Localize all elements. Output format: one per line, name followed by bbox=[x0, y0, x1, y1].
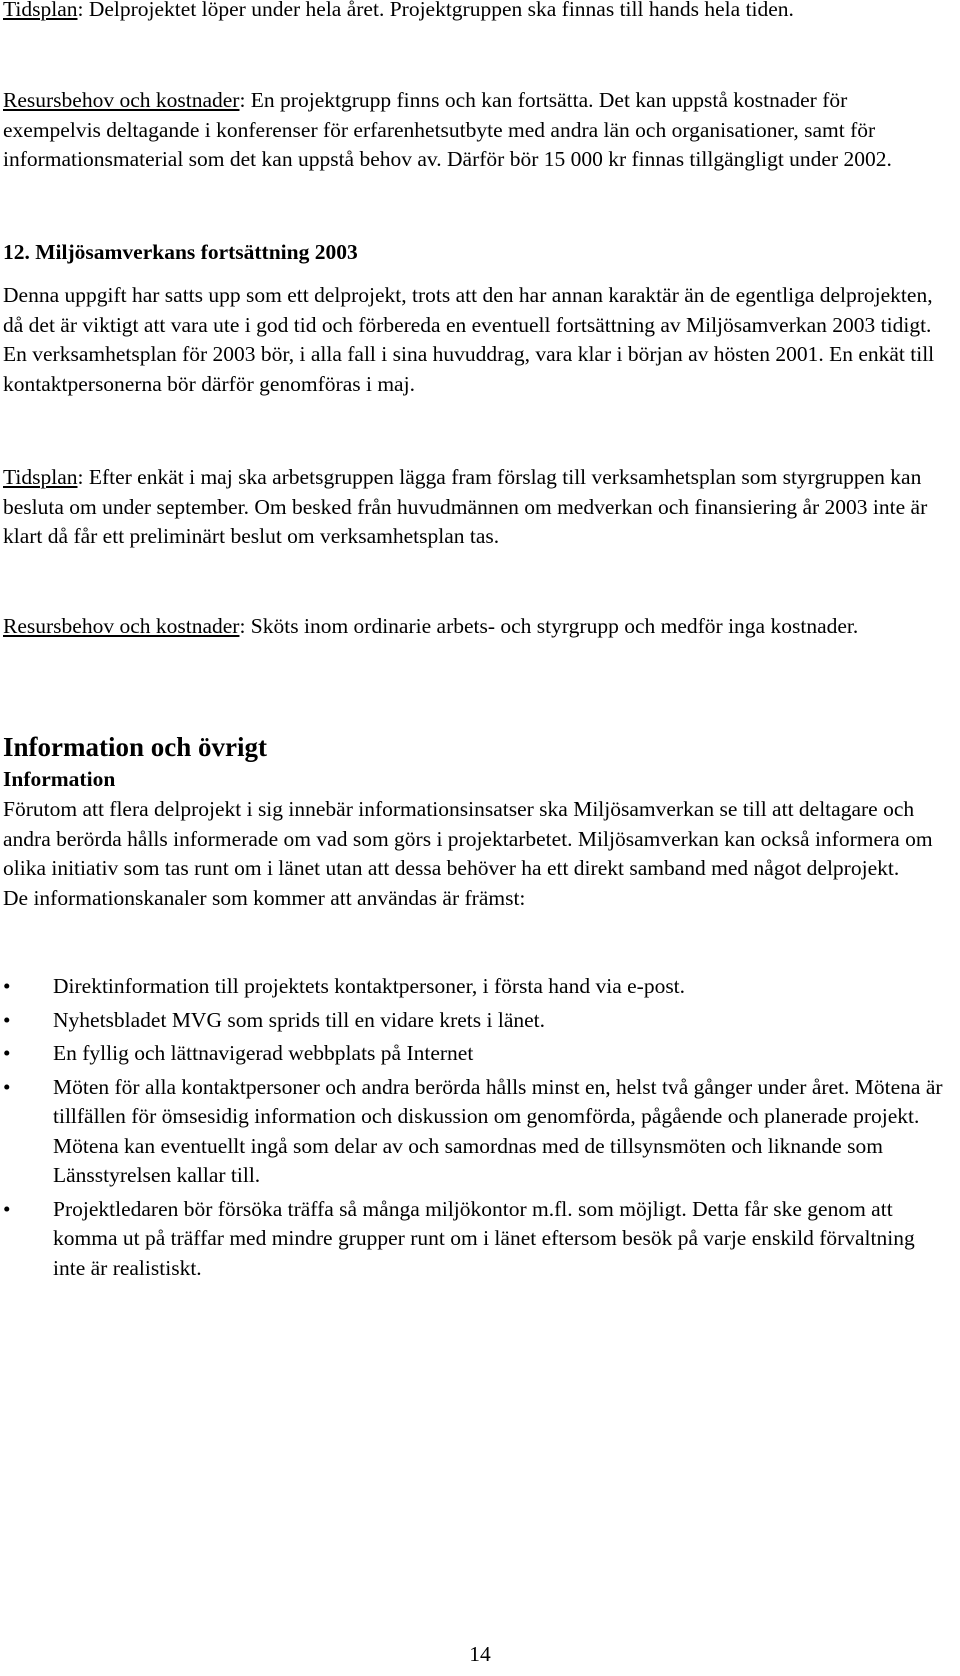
section-12-heading: 12. Miljösamverkans fortsättning 2003 bbox=[3, 240, 358, 264]
page-number: 14 bbox=[469, 1642, 491, 1666]
resurs-label: Resursbehov och kostnader bbox=[3, 614, 240, 638]
section-12-tidsplan-paragraph bbox=[3, 463, 948, 552]
info-subheading: Information bbox=[3, 767, 116, 791]
resurs-label: Resursbehov och kostnader bbox=[3, 88, 240, 112]
info-heading-block bbox=[3, 730, 267, 764]
info-body: Förutom att flera delprojekt i sig innebär informationsinsatser ska Miljösamverkan se till att deltagare och andra berörda hålls informerade om vad som görs i projektarbetet. Miljösamverkan kan också informera om olika initiativ som tas runt om i länet utan att dessa behöver ha ett direkt samband med något delprojekt. bbox=[3, 797, 933, 880]
section-12-resurs-block bbox=[3, 612, 948, 642]
list-item-text: En fyllig och lättnavigerad webbplats på Internet bbox=[53, 1041, 474, 1065]
list-item bbox=[3, 1039, 948, 1069]
section-12-resurs-paragraph bbox=[3, 612, 948, 642]
section-12-body: Denna uppgift har satts upp som ett delprojekt, trots att den har annan karaktär än de egentliga delprojekten, då det är viktigt att vara ute i god tid och förbereda en eventuell fortsättning av Miljösamverkan 2003 tidigt. En verksamhetsplan för 2003 bör, i alla fall i sina huvuddrag, vara klar i början av hösten 2001. En enkät till kontaktpersonerna bör därför genomföras i maj. bbox=[3, 283, 935, 396]
channels-intro: De informationskanaler som kommer att användas är främst: bbox=[3, 885, 526, 910]
list-item-text: Möten för alla kontaktpersoner och andra berörda hålls minst en, helst två gånger under året. Mötena är tillfällen för ömsesidig information och diskussion om genomförda, pågående och planerade projekt. Mötena kan eventuellt ingå som delar av och samordnas med de tillsynsmöten och liknande som Länsstyrelsen kallar till. bbox=[53, 1074, 943, 1187]
resurs-text: : Sköts inom ordinarie arbets- och styrgrupp och medför inga kostnader. bbox=[239, 614, 859, 638]
list-item bbox=[3, 1006, 948, 1036]
info-body-block bbox=[3, 795, 948, 913]
tidsplan-label: Tidsplan bbox=[3, 465, 78, 489]
bullet-icon: • bbox=[3, 1007, 11, 1032]
tidsplan-text: : Efter enkät i maj ska arbetsgruppen lägga fram förslag till verksamhetsplan som styrgruppen kan besluta om under september. Om besked från huvudmännen om medverkan och finansiering år 2003 inte är klart då får ett preliminärt beslut om verksamhetsplan tas. bbox=[3, 465, 928, 548]
top-resurs-paragraph bbox=[3, 86, 948, 175]
bullet-icon: • bbox=[3, 1041, 11, 1065]
info-channel-list bbox=[3, 972, 948, 1283]
info-subheading-block bbox=[3, 765, 115, 793]
list-item bbox=[3, 972, 948, 1002]
top-tidsplan-block bbox=[3, 0, 948, 25]
resurs-text: : En projektgrupp finns och kan fortsätta. Det kan uppstå kostnader för exempelvis deltagande i konferenser för erfarenhetsutbyte med andra län och organisationer, samt för informationsmaterial som det kan uppstå behov av. Därför bör 15 000 kr finnas tillgängligt under 2002. bbox=[3, 88, 892, 171]
section-12-heading-block bbox=[3, 238, 358, 268]
bullet-icon: • bbox=[3, 1074, 11, 1099]
bullet-icon: • bbox=[3, 1196, 11, 1221]
section-12-body-block bbox=[3, 281, 948, 399]
list-item-text: Direktinformation till projektets kontaktpersoner, i första hand via e-post. bbox=[53, 974, 686, 998]
info-bullets-block bbox=[3, 972, 948, 1287]
list-item bbox=[3, 1073, 948, 1191]
top-resurs-block bbox=[3, 86, 948, 175]
info-heading: Information och övrigt bbox=[3, 732, 267, 762]
list-item-text: Nyhetsbladet MVG som sprids till en vidare krets i länet. bbox=[53, 1007, 546, 1032]
section-12-tidsplan-block bbox=[3, 463, 948, 552]
tidsplan-text: : Delprojektet löper under hela året. Projektgruppen ska finnas till hands hela tiden. bbox=[77, 0, 794, 21]
bullet-icon: • bbox=[3, 974, 11, 998]
list-item-text: Projektledaren bör försöka träffa så många miljökontor m.fl. som möjligt. Detta får ske genom att komma ut på träffar med mindre grupper runt om i länet eftersom besök på varje enskild förvaltning inte är realistiskt. bbox=[53, 1196, 915, 1280]
list-item bbox=[3, 1195, 948, 1284]
top-tidsplan-paragraph bbox=[3, 0, 948, 25]
tidsplan-label: Tidsplan bbox=[3, 0, 78, 21]
